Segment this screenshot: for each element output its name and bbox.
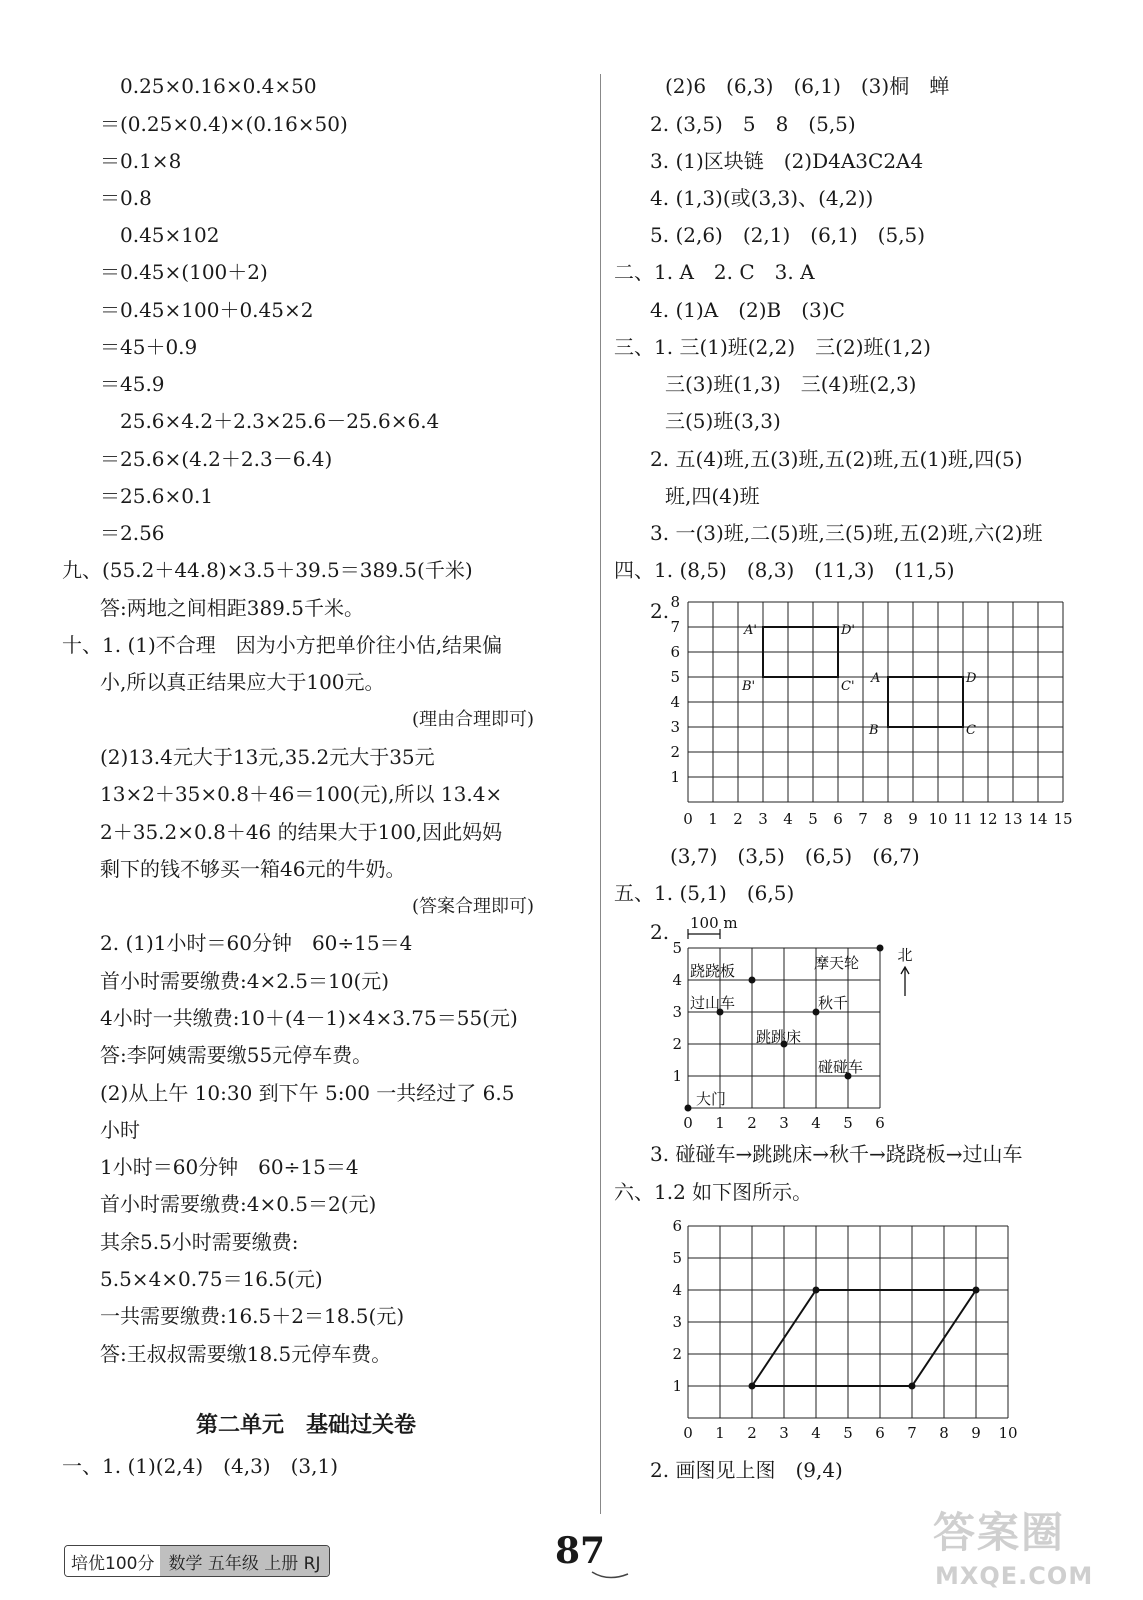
map-point (749, 977, 756, 984)
map-point (685, 1105, 692, 1112)
note: (答案合理即可) (412, 896, 535, 917)
y-tick: 4 (672, 1281, 682, 1299)
x-tick: 10 (928, 810, 948, 828)
place-label: 大门 (696, 1090, 727, 1108)
x-tick: 0 (683, 1424, 693, 1442)
text-line: 2＋35.2×0.8＋46 的结果大于100,因此妈妈 (100, 820, 503, 844)
y-tick: 4 (672, 971, 682, 989)
y-tick: 5 (670, 668, 680, 686)
scale-label: 100 m (690, 914, 738, 932)
section-2: 二、1. A 2. C 3. A (614, 260, 815, 284)
y-tick: 5 (672, 939, 682, 957)
x-tick: 7 (858, 810, 868, 828)
calc-line: ＝25.6×(4.2＋2.3－6.4) (100, 447, 333, 471)
y-tick: 7 (670, 618, 680, 636)
x-tick: 3 (758, 810, 768, 828)
vertex-point (973, 1287, 980, 1294)
book-meta: 数学 五年级 上册 RJ (160, 1546, 328, 1576)
calc-line: ＝45.9 (100, 372, 165, 396)
text-line: 一、1. (1)(2,4) (4,3) (3,1) (62, 1454, 339, 1478)
point-label: D (966, 671, 977, 686)
calc-line: ＝2.56 (100, 521, 165, 545)
calc-line: 0.45×102 (120, 223, 220, 247)
calc-line: ＝0.45×100＋0.45×2 (100, 298, 314, 322)
x-tick: 6 (875, 1424, 885, 1442)
text-line: 小时 (100, 1118, 140, 1142)
x-tick: 1 (715, 1114, 725, 1132)
north-arrow-icon (901, 967, 909, 996)
place-label: 跷跷板 (690, 962, 736, 980)
text-line: 剩下的钱不够买一箱46元的牛奶。 (100, 857, 406, 881)
y-tick: 5 (672, 1249, 682, 1267)
calc-line: ＝0.1×8 (100, 149, 182, 173)
text-line: 5. (2,6) (2,1) (6,1) (5,5) (650, 223, 926, 247)
text-line: 班,四(4)班 (665, 484, 760, 508)
watermark-url: MXQE.COM (935, 1562, 1094, 1590)
y-tick: 4 (670, 693, 680, 711)
place-label: 摩天轮 (814, 954, 860, 972)
vertex-point (749, 1383, 756, 1390)
calc-line: 0.25×0.16×0.4×50 (120, 74, 317, 98)
unit-heading: 第二单元 基础过关卷 (196, 1412, 417, 1438)
point-label: C (966, 723, 976, 738)
note: (理由合理即可) (412, 709, 535, 730)
point-label: D' (841, 623, 855, 638)
y-tick: 2 (670, 743, 680, 761)
calc-line: 25.6×4.2＋2.3×25.6－25.6×6.4 (120, 409, 440, 433)
text-line: 首小时需要缴费:4×0.5＝2(元) (100, 1192, 377, 1216)
x-tick: 2 (733, 810, 743, 828)
text-line: (3,7) (3,5) (6,5) (6,7) (670, 844, 920, 868)
text-line: 三(5)班(3,3) (665, 409, 781, 433)
x-tick: 4 (811, 1424, 821, 1442)
point-label: A (871, 671, 881, 686)
x-tick: 9 (971, 1424, 981, 1442)
text-line: 4小时一共缴费:10＋(4－1)×4×3.75＝55(元) (100, 1006, 518, 1030)
watermark (925, 1500, 1135, 1596)
text-line: 2. 五(4)班,五(3)班,五(2)班,五(1)班,四(5) (650, 447, 1023, 471)
text-line: 三(3)班(1,3) 三(4)班(2,3) (665, 372, 917, 396)
x-tick: 8 (939, 1424, 949, 1442)
x-tick: 13 (1003, 810, 1023, 828)
text-line: 13×2＋35×0.8＋46＝100(元),所以 13.4× (100, 782, 503, 806)
calc-line: ＝(0.25×0.4)×(0.16×50) (100, 112, 348, 136)
text-line: 一共需要缴费:16.5＋2＝18.5(元) (100, 1304, 405, 1328)
y-tick: 6 (672, 1217, 682, 1235)
point-label: B (869, 723, 879, 738)
answer-line: 答:王叔叔需要缴18.5元停车费。 (100, 1342, 392, 1366)
text-line: 首小时需要缴费:4×2.5＝10(元) (100, 969, 390, 993)
vertex-point (909, 1383, 916, 1390)
watermark-text: 答案圈 (933, 1508, 1066, 1557)
x-tick: 5 (808, 810, 818, 828)
parallelogram (752, 1290, 976, 1386)
book-tag (64, 1545, 330, 1577)
text-line: 4. (1)A (2)B (3)C (650, 298, 845, 322)
page-number: 87 (555, 1530, 606, 1572)
text-line: 小,所以真正结果应大于100元。 (100, 670, 385, 694)
text-line: (2)6 (6,3) (6,1) (3)桐 蝉 (665, 74, 950, 98)
y-tick: 3 (672, 1003, 682, 1021)
x-tick: 12 (978, 810, 998, 828)
x-tick: 1 (708, 810, 718, 828)
y-tick: 3 (670, 718, 680, 736)
text-line: 3. 一(3)班,二(5)班,三(5)班,五(2)班,六(2)班 (650, 521, 1043, 545)
x-tick: 4 (783, 810, 793, 828)
text-line: 4. (1,3)(或(3,3)、(4,2)) (650, 186, 874, 210)
north-label: 北 (897, 946, 913, 964)
x-tick: 1 (715, 1424, 725, 1442)
x-tick: 0 (683, 810, 693, 828)
y-tick: 2 (672, 1345, 682, 1363)
point-label: C' (841, 679, 855, 694)
park-map-grid (660, 914, 920, 1134)
x-tick: 3 (779, 1114, 789, 1132)
x-tick: 14 (1028, 810, 1048, 828)
section-6: 六、1.2 如下图所示。 (614, 1180, 813, 1204)
x-tick: 15 (1053, 810, 1073, 828)
x-tick: 5 (843, 1424, 853, 1442)
calc-line: ＝0.8 (100, 186, 152, 210)
x-tick: 6 (833, 810, 843, 828)
text-line: 3. 碰碰车→跳跳床→秋千→跷跷板→过山车 (650, 1142, 1023, 1166)
text-line: 3. (1)区块链 (2)D4A3C2A4 (650, 149, 924, 173)
question-label: 2. (650, 920, 670, 944)
text-line: 1小时＝60分钟 60÷15＝4 (100, 1155, 359, 1179)
x-tick: 10 (998, 1424, 1018, 1442)
text-line: 2. 画图见上图 (9,4) (650, 1458, 843, 1482)
x-tick: 5 (843, 1114, 853, 1132)
y-tick: 1 (672, 1067, 682, 1085)
column-divider (600, 74, 601, 1514)
section-4: 四、1. (8,5) (8,3) (11,3) (11,5) (614, 558, 955, 582)
y-tick: 1 (672, 1377, 682, 1395)
answer-line: 答:两地之间相距389.5千米。 (100, 596, 364, 620)
y-tick: 6 (670, 643, 680, 661)
question-10-1: 十、1. (1)不合理 因为小方把单价往小估,结果偏 (62, 633, 503, 657)
place-label: 秋千 (818, 994, 849, 1012)
map-point (877, 945, 884, 952)
y-tick: 1 (670, 768, 680, 786)
place-label: 碰碰车 (818, 1058, 864, 1076)
x-tick: 7 (907, 1424, 917, 1442)
calc-line: ＝25.6×0.1 (100, 484, 214, 508)
x-tick: 11 (953, 810, 973, 828)
y-tick: 8 (670, 593, 680, 611)
section-5: 五、1. (5,1) (6,5) (614, 881, 795, 905)
place-label: 跳跳床 (756, 1028, 802, 1046)
point-label: B' (742, 679, 756, 694)
x-tick: 0 (683, 1114, 693, 1132)
y-tick: 3 (672, 1313, 682, 1331)
y-tick: 2 (672, 1035, 682, 1053)
question-9: 九、(55.2＋44.8)×3.5＋39.5＝389.5(千米) (62, 558, 473, 582)
x-tick: 2 (747, 1114, 757, 1132)
question-label: 2. (650, 599, 670, 623)
x-tick: 2 (747, 1424, 757, 1442)
text-line: 其余5.5小时需要缴费: (100, 1230, 299, 1254)
x-tick: 4 (811, 1114, 821, 1132)
x-tick: 6 (875, 1114, 885, 1132)
question-10-2: 2. (1)1小时＝60分钟 60÷15＝4 (100, 931, 413, 955)
section-3: 三、1. 三(1)班(2,2) 三(2)班(1,2) (614, 335, 931, 359)
coordinate-grid-rectangles (660, 592, 1080, 842)
page-swoosh-icon (590, 1568, 630, 1582)
calc-line: ＝0.45×(100＋2) (100, 260, 268, 284)
text-line: (2)13.4元大于13元,35.2元大于35元 (100, 745, 435, 769)
brand-label: 培优100分 (65, 1546, 160, 1576)
x-tick: 9 (908, 810, 918, 828)
answer-line: 答:李阿姨需要缴55元停车费。 (100, 1043, 373, 1067)
text-line: 5.5×4×0.75＝16.5(元) (100, 1267, 323, 1291)
vertex-point (813, 1287, 820, 1294)
parallelogram-grid (660, 1212, 1030, 1452)
place-label: 过山车 (690, 994, 736, 1012)
x-tick: 3 (779, 1424, 789, 1442)
x-tick: 8 (883, 810, 893, 828)
calc-line: ＝45＋0.9 (100, 335, 198, 359)
point-label: A' (744, 623, 757, 638)
text-line: (2)从上午 10:30 到下午 5:00 一共经过了 6.5 (100, 1081, 515, 1105)
text-line: 2. (3,5) 5 8 (5,5) (650, 112, 856, 136)
